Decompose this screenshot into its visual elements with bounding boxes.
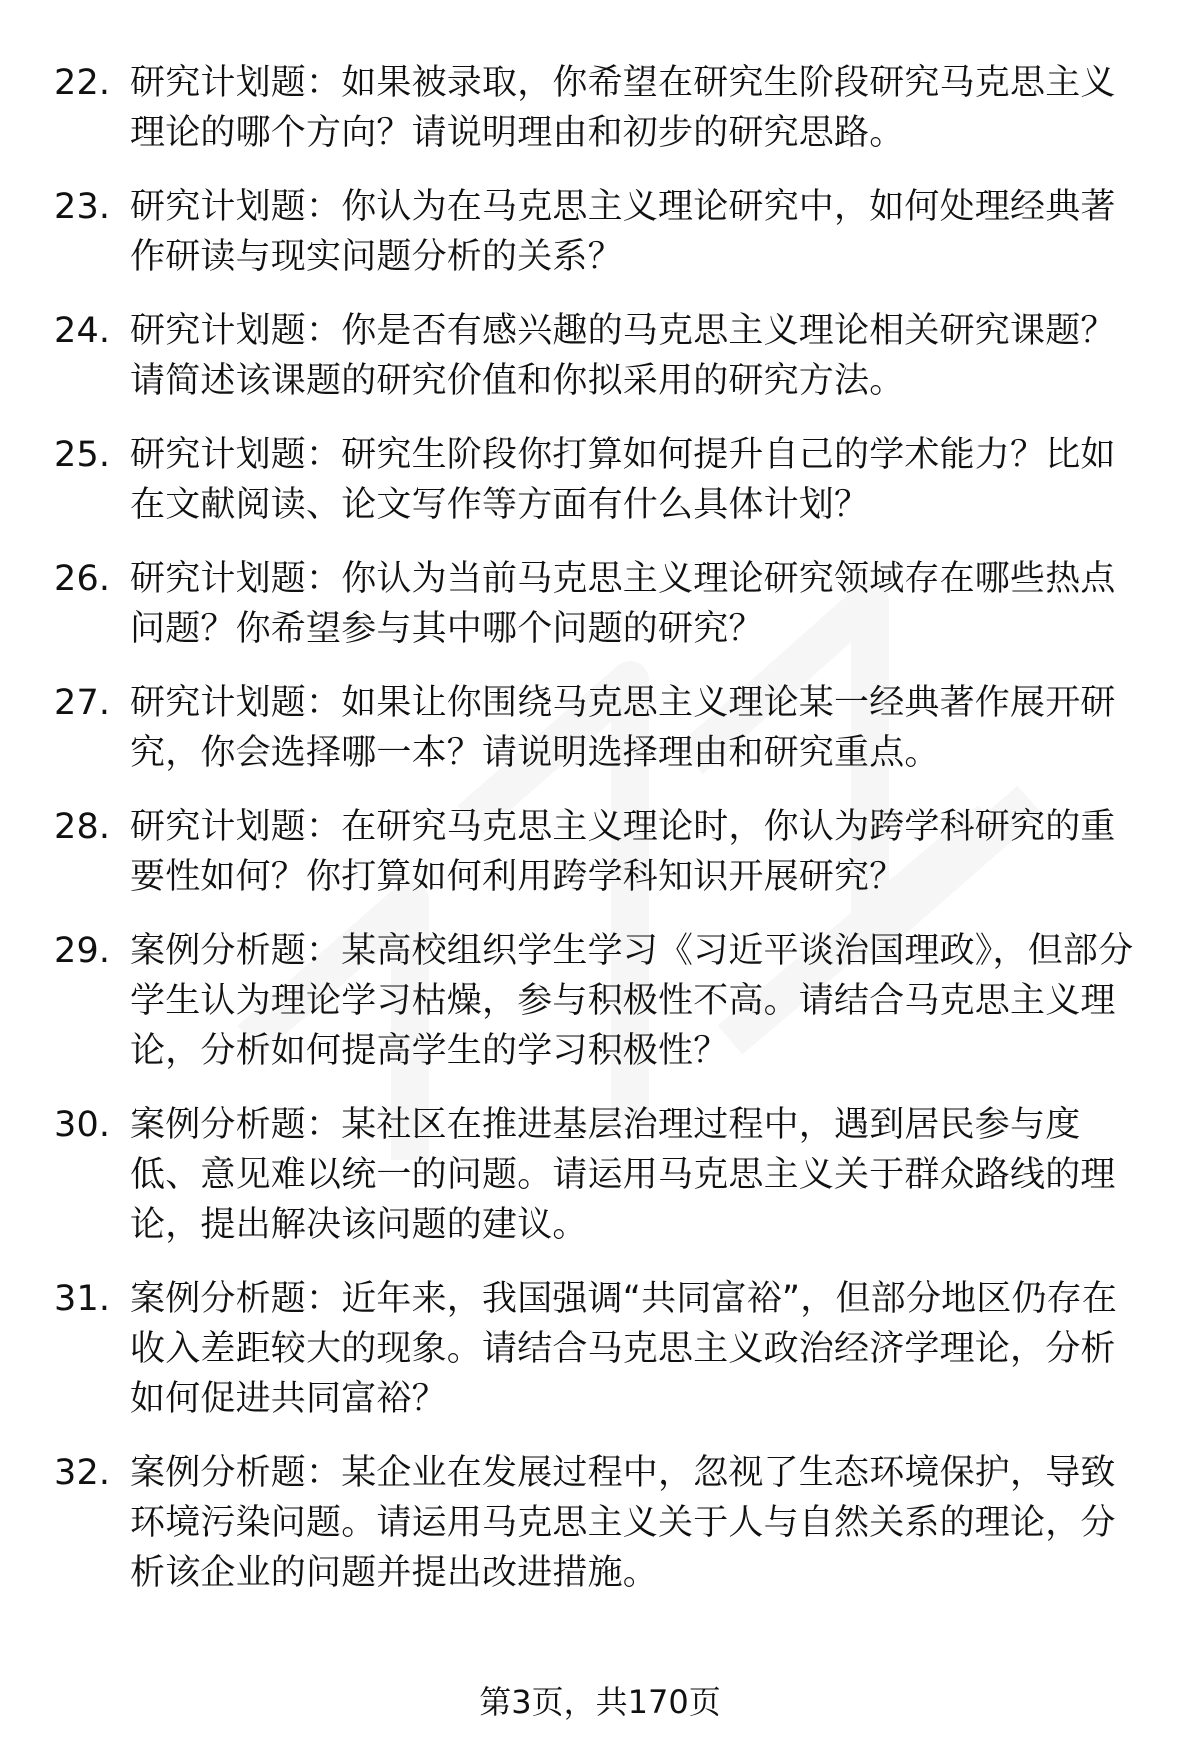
- question-item: [54, 58, 1144, 158]
- question-number: 26.: [54, 559, 111, 599]
- question-number: 22.: [54, 63, 111, 103]
- question-item: [54, 182, 1144, 282]
- question-number: 29.: [54, 931, 111, 971]
- question-text: 案例分析题：某社区在推进基层治理过程中，遇到居民参与度低、意见难以统一的问题。请运用马克思主义关于群众路线的理论，提出解决该问题的建议。: [130, 1105, 1116, 1245]
- question-item: [54, 1274, 1144, 1424]
- question-item: [54, 926, 1144, 1076]
- question-item: [54, 1448, 1144, 1598]
- question-number: 30.: [54, 1105, 111, 1145]
- question-number: 27.: [54, 683, 111, 723]
- question-number: 31.: [54, 1279, 111, 1319]
- question-text: 案例分析题：某高校组织学生学习《习近平谈治国理政》，但部分学生认为理论学习枯燥，参与积极性不高。请结合马克思主义理论，分析如何提高学生的学习积极性？: [130, 931, 1134, 1071]
- question-item: [54, 802, 1144, 902]
- question-number: 25.: [54, 435, 111, 475]
- question-text: 研究计划题：研究生阶段你打算如何提升自己的学术能力？比如在文献阅读、论文写作等方面有什么具体计划？: [130, 435, 1116, 525]
- question-text: 研究计划题：你是否有感兴趣的马克思主义理论相关研究课题？请简述该课题的研究价值和你拟采用的研究方法。: [130, 311, 1116, 401]
- question-text: 案例分析题：某企业在发展过程中，忽视了生态环境保护，导致环境污染问题。请运用马克思主义关于人与自然关系的理论，分析该企业的问题并提出改进措施。: [130, 1453, 1116, 1593]
- page-footer: 第3页，共170页: [479, 1683, 721, 1721]
- question-number: 23.: [54, 187, 111, 227]
- question-text: 案例分析题：近年来，我国强调“共同富裕”，但部分地区仍存在收入差距较大的现象。请结合马克思主义政治经济学理论，分析如何促进共同富裕？: [130, 1279, 1118, 1419]
- question-item: [54, 678, 1144, 778]
- question-item: [54, 554, 1144, 654]
- question-list: [54, 58, 1144, 1622]
- question-item: [54, 1100, 1144, 1250]
- question-item: [54, 430, 1144, 530]
- question-text: 研究计划题：你认为当前马克思主义理论研究领域存在哪些热点问题？你希望参与其中哪个问题的研究？: [130, 559, 1116, 649]
- question-text: 研究计划题：你认为在马克思主义理论研究中，如何处理经典著作研读与现实问题分析的关系？: [130, 187, 1116, 277]
- question-item: [54, 306, 1144, 406]
- question-number: 24.: [54, 311, 111, 351]
- question-number: 32.: [54, 1453, 111, 1493]
- question-text: 研究计划题：如果被录取，你希望在研究生阶段研究马克思主义理论的哪个方向？请说明理由和初步的研究思路。: [130, 63, 1116, 153]
- question-text: 研究计划题：如果让你围绕马克思主义理论某一经典著作展开研究，你会选择哪一本？请说明选择理由和研究重点。: [130, 683, 1116, 773]
- question-number: 28.: [54, 807, 111, 847]
- question-text: 研究计划题：在研究马克思主义理论时，你认为跨学科研究的重要性如何？你打算如何利用跨学科知识开展研究？: [130, 807, 1116, 897]
